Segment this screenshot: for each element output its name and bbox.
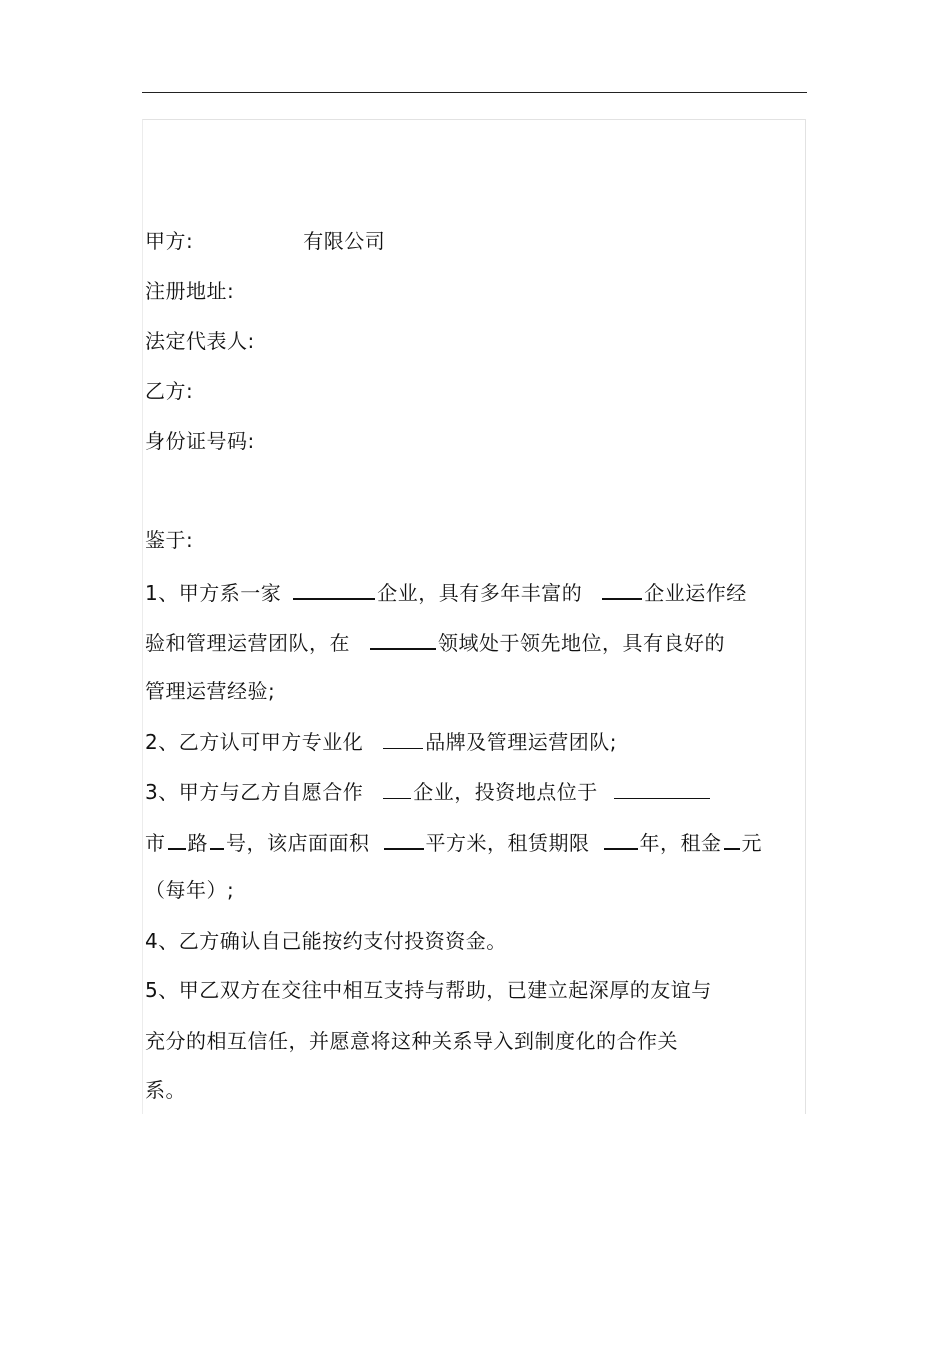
header-rule <box>142 92 807 93</box>
id-number-line <box>145 428 255 454</box>
legal-rep-label: 法定代表人: <box>145 329 255 353</box>
fill-blank <box>293 578 375 600</box>
fill-blank <box>604 828 638 850</box>
party-b-line <box>145 378 193 404</box>
party-a-label: 甲方: <box>145 229 194 253</box>
party-a-line <box>145 228 385 254</box>
recital-3-line-1: 3、甲方与乙方自愿合作 企业，投资地点位于 <box>145 778 712 805</box>
content-frame <box>142 119 806 1114</box>
fill-blank <box>724 828 740 850</box>
recital-2: 2、乙方认可甲方专业化 品牌及管理运营团队; <box>145 730 617 754</box>
fill-blank <box>210 828 224 850</box>
recitals-intro: 鉴于: <box>145 528 194 552</box>
recital-1-line-1: 1、甲方系一家 企业，具有多年丰富的 企业运作经 <box>145 578 747 606</box>
recital-1-line-3: 管理运营经验; <box>145 679 276 703</box>
registered-address-line <box>145 278 234 304</box>
legal-rep-line <box>145 328 255 354</box>
fill-blank <box>384 828 424 850</box>
recital-5-line-2: 充分的相互信任，并愿意将这种关系导入到制度化的合作关 <box>145 1029 678 1053</box>
party-b-label: 乙方: <box>145 379 194 403</box>
fill-blank <box>168 828 186 850</box>
recital-5-line-1: 5、甲乙双方在交往中相互支持与帮助，已建立起深厚的友谊与 <box>145 978 712 1002</box>
recital-1-line-2: 验和管理运营团队，在 领域处于领先地位，具有良好的 <box>145 628 725 656</box>
recital-3-line-2: 市 路 号，该店面面积 平方米，租赁期限 年，租金 元 <box>145 828 762 856</box>
recital-5-line-3: 系。 <box>145 1078 186 1102</box>
id-number-label: 身份证号码: <box>145 429 255 453</box>
fill-blank <box>370 628 436 650</box>
recital-3-line-3: （每年）; <box>145 878 235 902</box>
fill-blank <box>383 778 411 799</box>
fill-blank <box>602 578 642 600</box>
fill-blank <box>383 728 423 749</box>
recital-4: 4、乙方确认自己能按约支付投资资金。 <box>145 929 507 953</box>
fill-blank <box>614 778 710 799</box>
party-a-company: 有限公司 <box>303 229 386 253</box>
registered-address-label: 注册地址: <box>145 279 235 303</box>
